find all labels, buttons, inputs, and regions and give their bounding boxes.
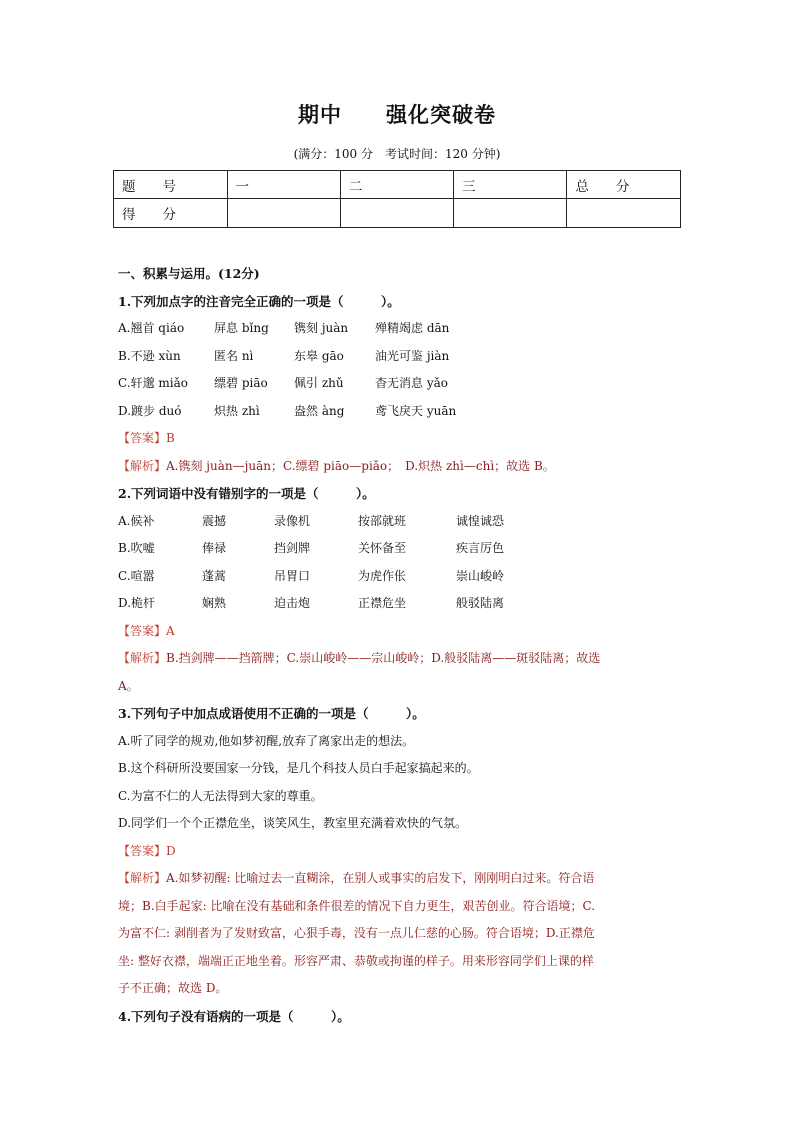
option-item: 为虎作伥	[358, 568, 407, 583]
option-item: 缥碧 piāo	[214, 376, 268, 390]
question-2-stem: 2.下列词语中没有错别字的一项是（ ）。	[118, 486, 375, 501]
option-item: D.桅杆	[118, 596, 156, 610]
option-item: 东皋 gāo	[294, 348, 344, 363]
option-item: C.轩邈 miǎo	[118, 376, 188, 390]
score-table	[113, 170, 681, 228]
score-table-score-row	[114, 199, 681, 228]
option-item: 般驳陆离	[456, 596, 505, 610]
question-1-option-b	[118, 343, 688, 371]
option-item: 疾言厉色	[456, 541, 505, 555]
score-cell-total: 总 分	[567, 171, 681, 199]
option-item: D.踱步 duó	[118, 403, 182, 418]
option-item: 殚精竭虑 dān	[375, 321, 450, 335]
option-item: 杳无消息 yǎo	[375, 376, 448, 390]
option-item: 吊胃口	[274, 568, 311, 583]
answer-value: D	[166, 843, 176, 858]
question-1-option-d	[118, 398, 688, 426]
option-item: 盎然 àng	[294, 403, 345, 418]
option-item: 佩引 zhǔ	[294, 376, 344, 390]
option-item: C.喧嚣	[118, 568, 155, 583]
question-3-analysis-cont: 境；B.白手起家: 比喻在没有基础和条件很差的情况下自力更生，艰苦创业。符合语境；C.	[118, 898, 596, 913]
question-2-analysis-cont: A。	[118, 678, 139, 693]
score-table-header-row	[114, 171, 681, 199]
title-left: 期中	[298, 102, 342, 127]
answer-tag: 【答案】	[118, 623, 167, 638]
option-item: 关怀备至	[358, 541, 407, 555]
title-right: 强化突破卷	[386, 102, 496, 127]
option-item: 蓬蒿	[202, 568, 227, 583]
answer-value: B	[166, 431, 175, 445]
question-1-option-c	[118, 370, 688, 398]
section-heading: 一、积累与运用。(12分)	[118, 266, 260, 281]
analysis-tag: 【解析】	[118, 651, 167, 665]
page-title	[0, 99, 794, 129]
answer-value: A	[166, 623, 175, 638]
score-cell-1: 一	[227, 171, 340, 199]
answer-tag: 【答案】	[118, 843, 167, 858]
analysis-text: A.如梦初醒: 比喻过去一直糊涂，在别人或事实的启发下，刚刚明白过来。符合语	[166, 871, 595, 885]
question-3-option-d: D.同学们一个个正襟危坐，谈笑风生，教室里充满着欢快的气氛。	[118, 816, 468, 830]
score-cell-label: 题 号	[114, 171, 228, 199]
option-item: 匿名 nì	[214, 348, 254, 363]
option-item: 屏息 bǐng	[214, 321, 269, 335]
analysis-tag: 【解析】	[118, 458, 167, 473]
question-1-option-a	[118, 315, 688, 343]
option-item: 正襟危坐	[358, 596, 407, 610]
option-item: 诚惶诚恐	[456, 513, 505, 528]
option-item: A.候补	[118, 513, 155, 528]
score-input-1	[227, 199, 340, 228]
analysis-tag: 【解析】	[118, 871, 167, 885]
question-3-answer	[118, 838, 688, 866]
option-item: B.不逊 xùn	[118, 348, 181, 363]
option-item: 油光可鉴 jiàn	[375, 348, 450, 363]
option-item: 震撼	[202, 513, 227, 528]
question-2-option-a	[118, 508, 688, 536]
question-4-stem: 4.下列句子没有语病的一项是（ ）。	[118, 1008, 350, 1024]
option-item: 按部就班	[358, 513, 407, 528]
question-3-analysis	[118, 865, 688, 893]
question-3-option-c: C.为富不仁的人无法得到大家的尊重。	[118, 788, 323, 803]
exam-content	[118, 260, 688, 1030]
option-item: 录像机	[274, 513, 311, 528]
analysis-text: B.挡剑牌——挡箭牌；C.崇山峻岭——宗山峻岭；D.般驳陆离——斑驳陆离；故选	[166, 651, 601, 665]
score-input-total	[567, 199, 681, 228]
option-item: 俸禄	[202, 541, 227, 555]
question-2-option-b	[118, 535, 688, 563]
question-1-answer	[118, 425, 688, 453]
analysis-text: A.镌刻 juàn—juān；C.缥碧 piāo—piǎo； D.炽热 zhì—chì；故选 B。	[166, 458, 555, 473]
question-2-option-d	[118, 590, 688, 618]
option-item: 崇山峻岭	[456, 568, 505, 583]
option-item: B.吹嘘	[118, 541, 155, 555]
option-item: 鸢飞戾天 yuān	[375, 403, 457, 418]
option-item: 挡剑牌	[274, 541, 311, 555]
question-2-option-c	[118, 563, 688, 591]
option-item: A.翘首 qiáo	[118, 321, 185, 335]
option-item: 娴熟	[202, 596, 227, 610]
score-cell-label: 得 分	[114, 199, 228, 228]
question-3-option-b: B.这个科研所没要国家一分钱，是几个科技人员白手起家搞起来的。	[118, 761, 479, 775]
question-2-analysis	[118, 645, 688, 673]
score-input-2	[340, 199, 453, 228]
question-3-stem: 3.下列句子中加点成语使用不正确的一项是（ ）。	[118, 706, 425, 721]
answer-tag: 【答案】	[118, 431, 167, 445]
question-3-analysis-cont: 坐: 整好衣襟，端端正正地坐着。形容严肃、恭敬或拘谨的样子。用来形容同学们上课的样	[118, 953, 594, 968]
score-cell-2: 二	[340, 171, 453, 199]
option-item: 镌刻 juàn	[294, 321, 349, 335]
question-3-option-a: A.听了同学的规劝,他如梦初醒,放弃了离家出走的想法。	[118, 733, 415, 748]
option-item: 迫击炮	[274, 596, 311, 610]
question-3-analysis-cont: 子不正确；故选 D。	[118, 981, 228, 995]
question-2-answer	[118, 618, 688, 646]
question-1-analysis	[118, 453, 688, 481]
question-1-stem: 1.下列加点字的注音完全正确的一项是（ ）。	[118, 293, 400, 309]
score-input-3	[454, 199, 567, 228]
exam-subtitle: (满分：100 分 考试时间：120 分钟)	[293, 147, 501, 161]
option-item: 炽热 zhì	[214, 403, 260, 418]
score-cell-3: 三	[454, 171, 567, 199]
question-3-analysis-cont: 为富不仁: 剥削者为了发财致富，心狠手毒，没有一点儿仁慈的心肠。符合语境；D.正襟危	[118, 926, 595, 940]
